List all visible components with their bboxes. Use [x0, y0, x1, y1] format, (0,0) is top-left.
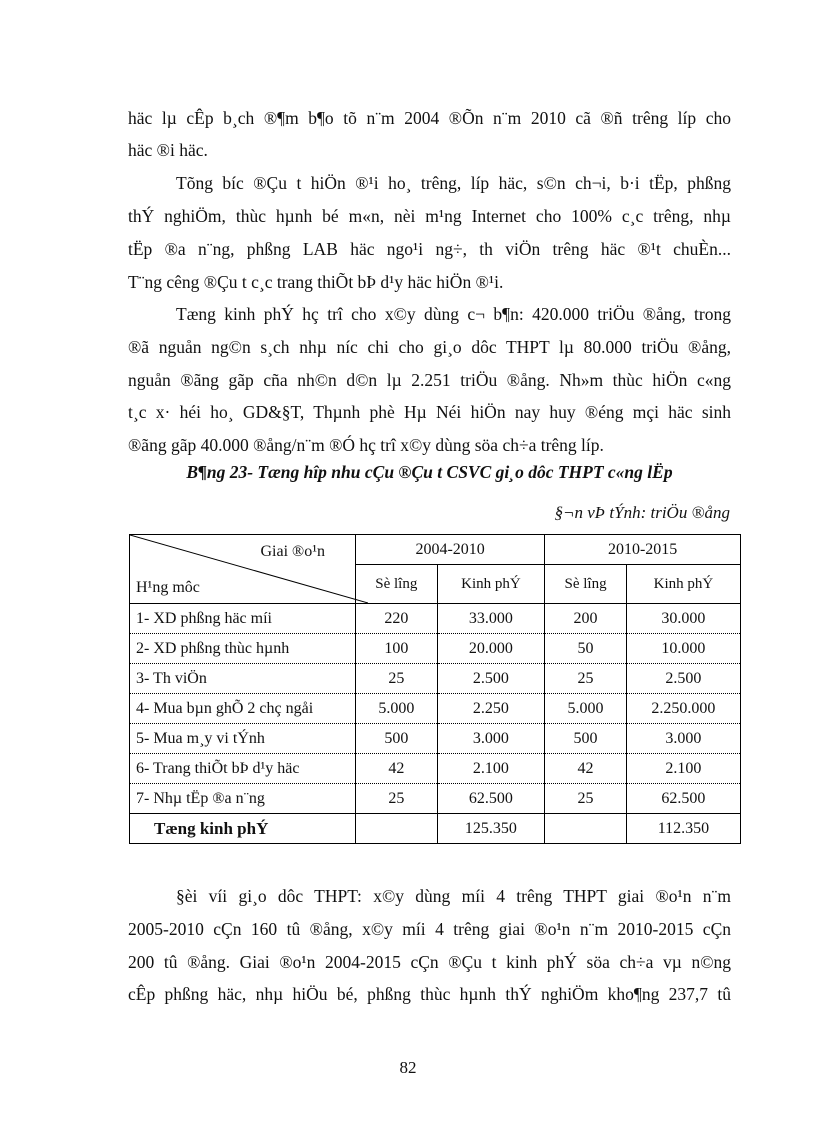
row-label: 7- Nhµ tËp ®a n¨ng	[130, 784, 356, 814]
cell-cost: 62.500	[626, 784, 740, 814]
body-text-line: 2005-2010 cÇn 160 tû ®ång, x©y míi 4 trêng giai ®o¹n n¨m 2010-2015 cÇn	[128, 919, 731, 939]
body-text-line: thÝ nghiÖm, thùc hµnh bé m«n, nèi m¹ng Internet cho 100% c¸c trêng, nhµ	[128, 206, 731, 226]
cell-quantity: 500	[545, 724, 627, 754]
row-label: 6- Trang thiÕt bÞ d¹y häc	[130, 754, 356, 784]
column-header: Sè lîng	[545, 565, 627, 604]
cell-cost: 30.000	[626, 604, 740, 634]
body-text-line: Tõng bíc ®Çu t hiÖn ®¹i ho¸ trêng, líp häc, s©n ch¬i, b·i tËp, phßng	[176, 173, 731, 193]
total-quantity	[356, 814, 438, 844]
cell-cost: 2.500	[437, 664, 545, 694]
body-text-line: tËp ®a n¨ng, phßng LAB häc ngo¹i ng÷, th viÖn trêng häc ®¹t chuÈn...	[128, 239, 731, 259]
cell-quantity: 25	[356, 784, 438, 814]
cell-cost: 3.000	[626, 724, 740, 754]
total-cost: 125.350	[437, 814, 545, 844]
body-text-line: 200 tû ®ång. Giai ®o¹n 2004-2015 cÇn ®Çu t kinh phÝ söa ch÷a vµ n©ng	[128, 952, 731, 972]
total-row	[130, 814, 741, 844]
cell-cost: 2.500	[626, 664, 740, 694]
row-label: 3- Th viÖn	[130, 664, 356, 694]
cell-cost: 62.500	[437, 784, 545, 814]
table-caption: B¶ng 23- Tæng hîp nhu cÇu ®Çu t CSVC gi¸o dôc THPT c«ng lËp	[186, 462, 673, 482]
body-text-line: cÊp phßng häc, nhµ hiÖu bé, phßng thùc hµnh thÝ nghiÖm kho¶ng 237,7 tû	[128, 984, 731, 1004]
cell-cost: 10.000	[626, 634, 740, 664]
row-label: 4- Mua bµn ghÕ 2 chç ngåi	[130, 694, 356, 724]
table-row	[130, 784, 741, 814]
cell-quantity: 42	[356, 754, 438, 784]
cell-cost: 2.100	[437, 754, 545, 784]
body-text-line: häc ®i häc.	[128, 140, 208, 160]
body-text-line: häc lµ cÊp b¸ch ®¶m b¶o tõ n¨m 2004 ®Õn n¨m 2010 cã ®ñ trêng líp cho	[128, 108, 731, 128]
total-label: Tæng kinh phÝ	[130, 814, 356, 844]
cell-quantity: 5.000	[356, 694, 438, 724]
cell-quantity: 25	[545, 664, 627, 694]
row-label: 5- Mua m¸y vi tÝnh	[130, 724, 356, 754]
total-quantity	[545, 814, 627, 844]
budget-table	[129, 534, 741, 844]
body-text-line: ®ã nguån ng©n s¸ch nhµ níc chi cho gi¸o dôc THPT lµ 80.000 triÖu ®ång,	[128, 337, 731, 357]
cell-quantity: 500	[356, 724, 438, 754]
cell-quantity: 25	[545, 784, 627, 814]
cell-quantity: 220	[356, 604, 438, 634]
cell-cost: 33.000	[437, 604, 545, 634]
table-corner-cell	[130, 535, 356, 604]
body-text-line: T¨ng cêng ®Çu t c¸c trang thiÕt bÞ d¹y häc hiÖn ®¹i.	[128, 272, 504, 292]
table-row	[130, 694, 741, 724]
row-label: 1- XD phßng häc míi	[130, 604, 356, 634]
cell-cost: 2.100	[626, 754, 740, 784]
table-row	[130, 724, 741, 754]
page-number: 82	[399, 1058, 417, 1077]
column-header: Kinh phÝ	[437, 565, 545, 604]
cell-cost: 20.000	[437, 634, 545, 664]
cell-quantity: 42	[545, 754, 627, 784]
body-text-line: §èi víi gi¸o dôc THPT: x©y dùng míi 4 trêng THPT giai ®o¹n n¨m	[176, 886, 731, 906]
cell-quantity: 5.000	[545, 694, 627, 724]
column-header: Kinh phÝ	[626, 565, 740, 604]
table-row	[130, 754, 741, 784]
row-label: 2- XD phßng thùc hµnh	[130, 634, 356, 664]
column-header: Sè lîng	[356, 565, 438, 604]
corner-category-label: H¹ng môc	[136, 579, 200, 596]
period-header: 2004-2010	[356, 535, 545, 565]
cell-quantity: 50	[545, 634, 627, 664]
cell-quantity: 100	[356, 634, 438, 664]
body-text-line: ®ãng gãp 40.000 ®ång/n¨m ®Ó hç trî x©y dùng söa ch÷a trêng líp.	[128, 435, 604, 455]
period-header: 2010-2015	[545, 535, 741, 565]
cell-cost: 3.000	[437, 724, 545, 754]
cell-quantity: 200	[545, 604, 627, 634]
table-row	[130, 604, 741, 634]
cell-quantity: 25	[356, 664, 438, 694]
body-text-line: Tæng kinh phÝ hç trî cho x©y dùng c¬ b¶n: 420.000 triÖu ®ång, trong	[176, 304, 731, 324]
cell-cost: 2.250	[437, 694, 545, 724]
unit-note: §¬n vÞ tÝnh: triÖu ®ång	[554, 503, 730, 522]
cell-cost: 2.250.000	[626, 694, 740, 724]
table-row	[130, 664, 741, 694]
total-cost: 112.350	[657, 819, 710, 837]
body-text-line: nguån ®ãng gãp cña nh©n d©n lµ 2.251 triÖu ®ång. Nh»m thùc hiÖn c«ng	[128, 370, 731, 390]
body-text-line: t¸c x· héi ho¸ GD&§T, Thµnh phè Hµ Néi hiÖn nay huy ®éng mçi häc sinh	[128, 402, 731, 422]
corner-phase-label: Giai ®o¹n	[260, 543, 325, 560]
table-row	[130, 634, 741, 664]
